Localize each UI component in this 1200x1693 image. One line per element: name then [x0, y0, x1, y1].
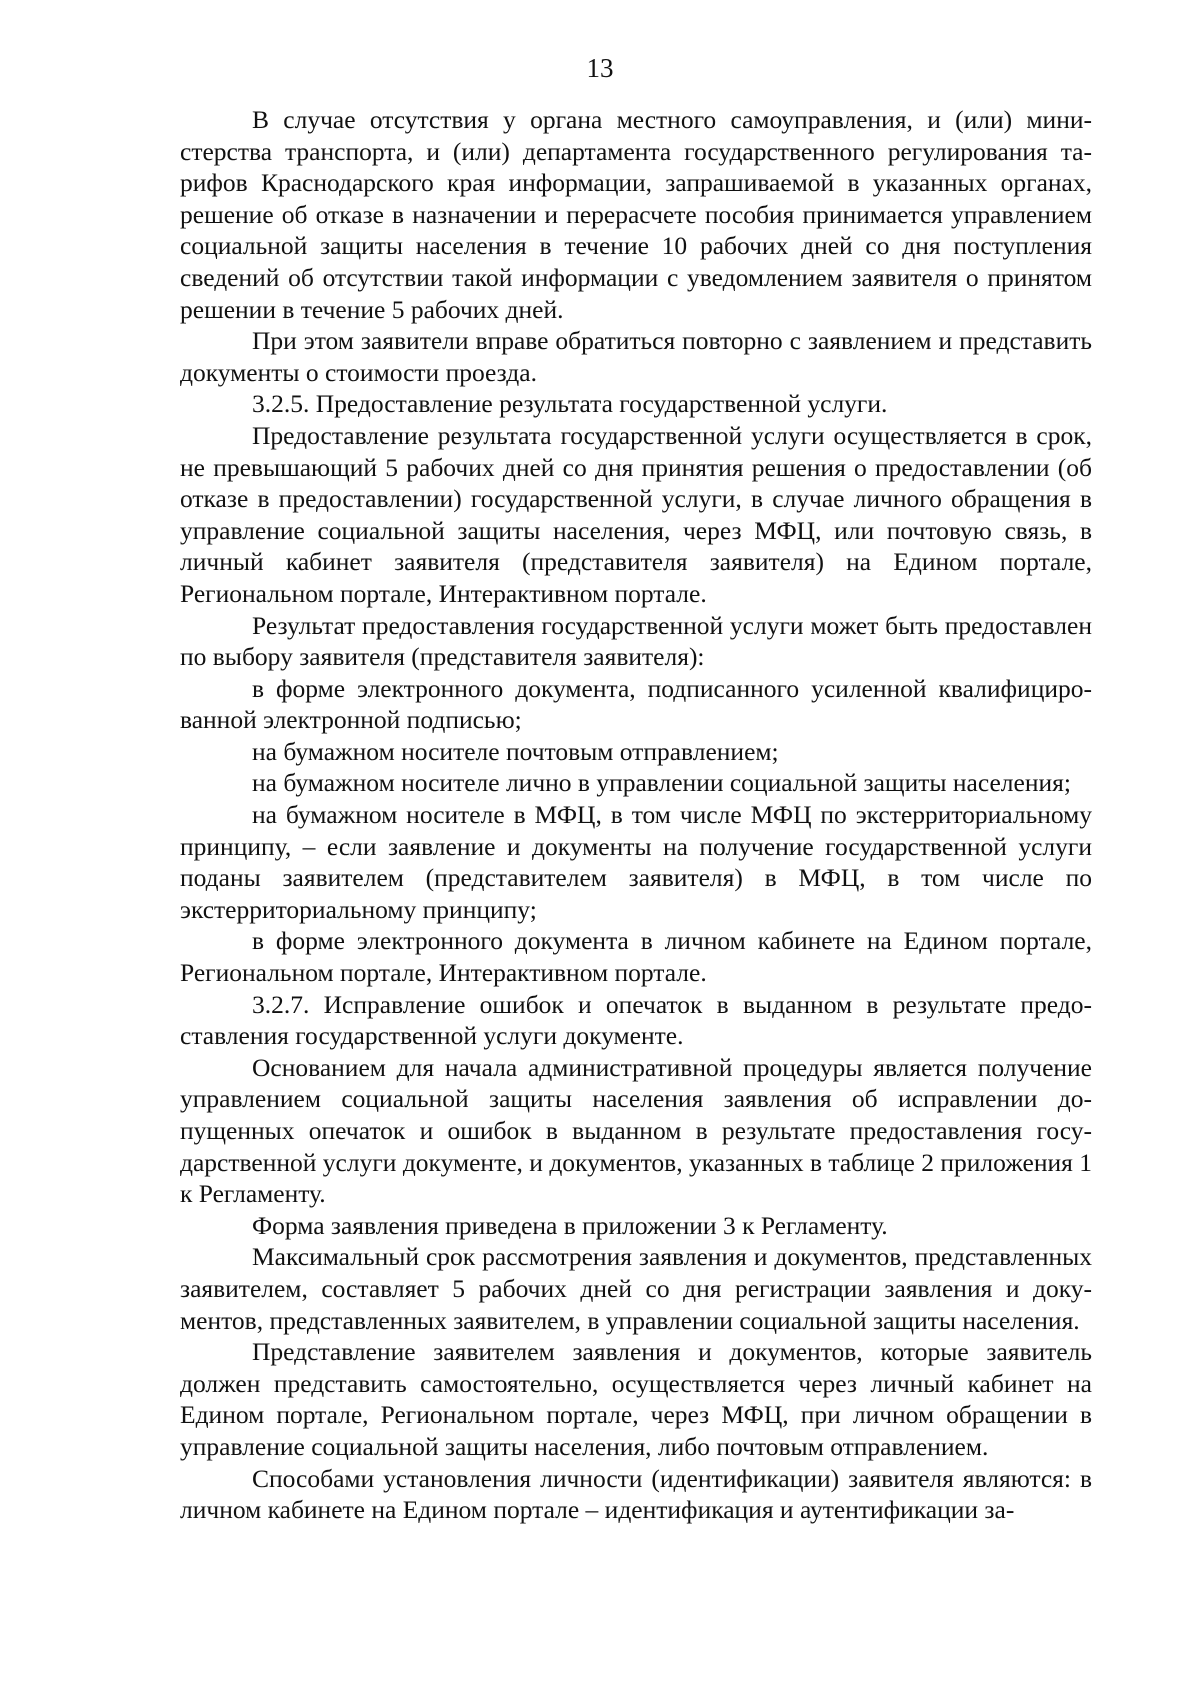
page-number: 13	[586, 53, 614, 83]
paragraph-submission-channels: Представление заявителем заявления и документов, которые заявитель должен представить самостоятельно, осуществляется через личный кабинет на Едином портале, Региональном портале, через МФЦ, при личном обращении в управление социальной защиты населения, либо почтовым отправлением.	[180, 1337, 1092, 1461]
paragraph-no-info-refusal: В случае отсутствия у органа местного самоуправления, и (или) министерства транспорта, и (или) департамента государственного регулирования тарифов Краснодарского края информации, запрашиваемой в указанных органах, решение об отказе в назначении и перерасчете пособия принимается управлением социальной защиты населения в течение 10 рабочих дней со дня поступления сведений об отсутствии такой информации с уведомлением заявителя о принятом решении в течение 5 рабочих дней.	[180, 105, 1092, 324]
paragraph-reapply: При этом заявители вправе обратиться повторно с заявлением и представить документы о стоимости проезда.	[180, 326, 1092, 387]
paragraph-result-delivery: Предоставление результата государственной услуги осуществляется в срок, не превышающий 5 рабочих дней со дня принятия решения о предоставлении (об отказе в предоставлении) государственной услуги, в случае личного обращения в управление социальной защиты населения, через МФЦ, или почтовую связь, в личный кабинет заявителя (представителя заявителя) на Едином портале, Региональном портале, Интерактивном портале.	[180, 420, 1092, 608]
paragraph-identification: Способами установления личности (идентификации) заявителя являются: в личном кабинете на Едином портале – идентификация и аутентификации за-	[180, 1463, 1092, 1525]
list-item-electronic-cabinet: в форме электронного документа в личном кабинете на Едином портале, Региональном портале, Интерактивном портале.	[180, 926, 1092, 988]
list-item-paper-mfc: на бумажном носителе в МФЦ, в том числе МФЦ по экстерриториальному принципу, – если заявление и документы на получение государственной услуги поданы заявителем (представителем заявителя) в МФЦ, в том числе по экстерриториальному принципу;	[180, 800, 1092, 924]
paragraph-result-choice: Результат предоставления государственной услуги может быть предоставлен по выбору заявителя (представителя заявителя):	[180, 610, 1092, 672]
list-item-paper-mail: на бумажном носителе почтовым отправлением;	[252, 736, 779, 766]
paragraph-max-review-term: Максимальный срок рассмотрения заявления и документов, представленных заявителем, составляет 5 рабочих дней со дня регистрации заявления и документов, представленных заявителем, в управлении социальной защиты населения.	[180, 1242, 1092, 1335]
list-item-electronic-signed: в форме электронного документа, подписанного усиленной квалифицированной электронной подписью;	[180, 673, 1092, 735]
body-text	[180, 104, 1092, 1526]
paragraph-form-reference: Форма заявления приведена в приложении 3 к Регламенту.	[252, 1210, 888, 1240]
paragraph-correction-basis: Основанием для начала административной процедуры является получение управлением социальной защиты населения заявления об исправлении допущенных опечаток и ошибок в выданном в результате предоставления государственной услуги документе, и документов, указанных в таблице 2 приложения 1 к Регламенту.	[180, 1052, 1092, 1209]
list-item-paper-in-person: на бумажном носителе лично в управлении социальной защиты населения;	[252, 768, 1071, 798]
section-heading-3-2-5: 3.2.5. Предоставление результата государственной услуги.	[252, 389, 888, 419]
section-heading-3-2-7: 3.2.7. Исправление ошибок и опечаток в выданном в результате предоставления государственной услуги документе.	[180, 989, 1092, 1051]
